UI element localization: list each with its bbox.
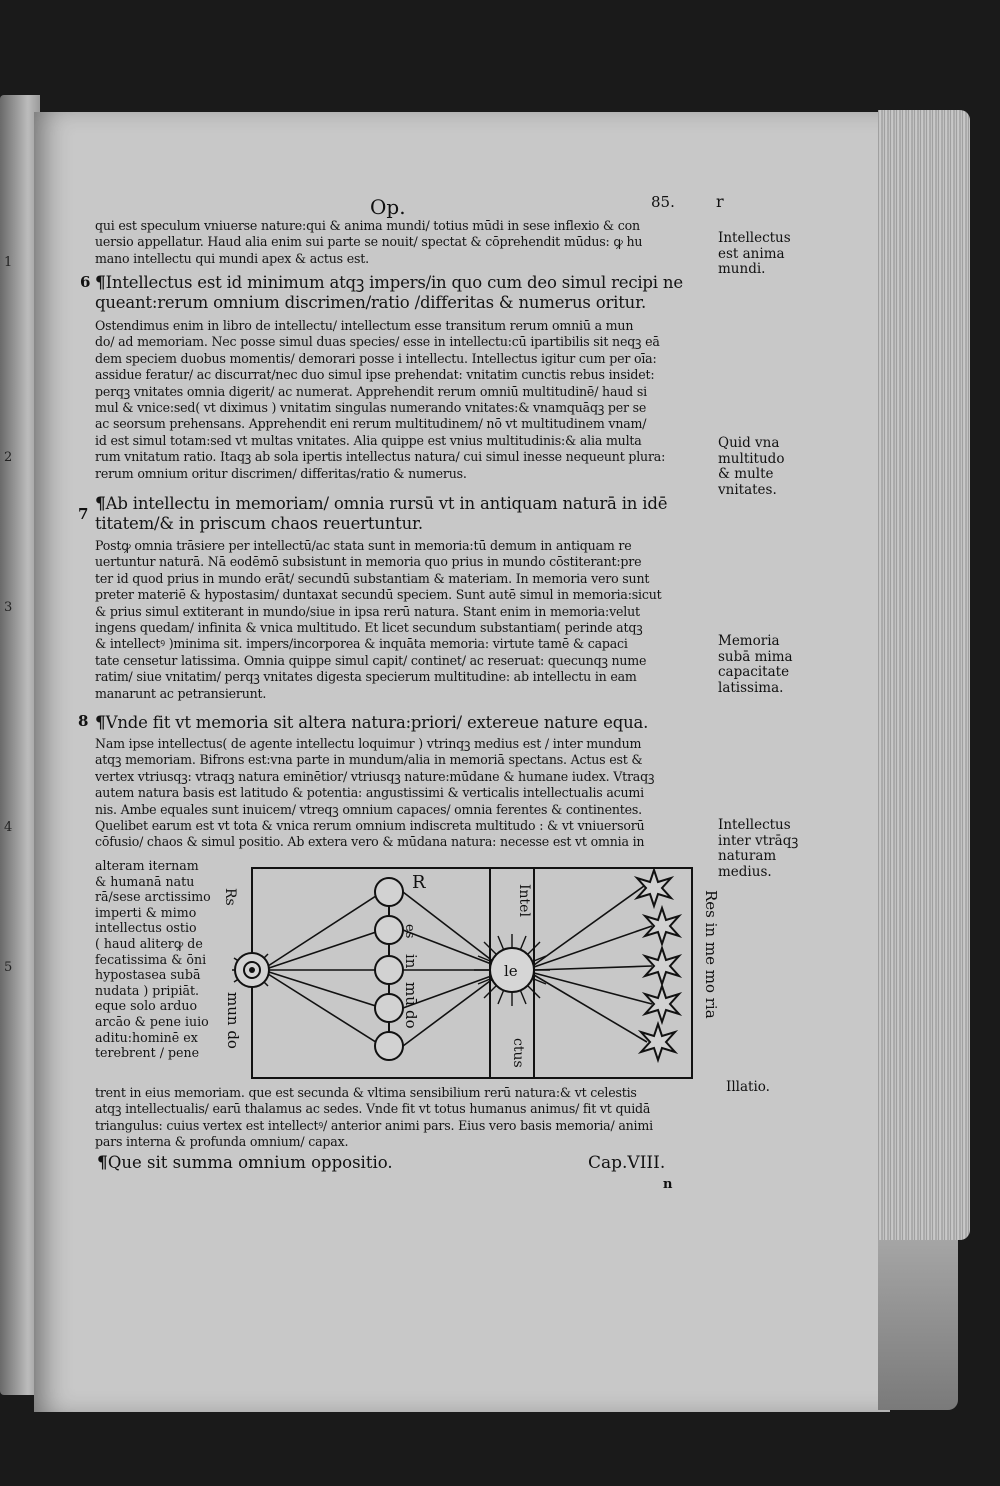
figure-label: es	[402, 924, 417, 939]
section-number: 7	[78, 505, 89, 523]
intro-paragraph	[95, 218, 710, 267]
gloss-line: multitudo	[718, 450, 785, 467]
text-line: mul & vnice:sed( vt diximus ) vnitatim singulas numerando vnitates:& vnamquāqꝫ per se	[95, 399, 647, 415]
text-line: tate censetur latissima. Omnia quippe simul capit/ continet/ ac reseruat: quecunqꝫ nume	[95, 652, 647, 668]
heading-line: Intellectus est id minimum atqꝫ impers/in quo cum deo simul recipi ne	[105, 273, 683, 292]
folio-number: 85.	[651, 193, 675, 211]
text-line: id est simul totam:sed vt multas vnitates. Alia quippe est vnius multitudinis:& alia multa	[95, 432, 642, 448]
text-line: nudata ) pripiāt.	[95, 982, 200, 998]
rays-world-to-things	[268, 892, 382, 1046]
left-margin-number: 4	[4, 820, 13, 835]
text-line: pars interna & profunda omnium/ capax.	[95, 1134, 349, 1150]
marginal-gloss	[718, 436, 784, 498]
section-7-heading	[95, 494, 710, 534]
figure-label: do	[402, 1010, 420, 1029]
gloss-line: inter vtrāqꝫ	[718, 832, 799, 849]
figure-label: Intel	[516, 884, 532, 917]
gloss-line: vnitates.	[718, 481, 777, 498]
section-8-heading	[95, 713, 710, 733]
text-line: Nam ipse intellectus( de agente intellectu loquimur ) vtrinqꝫ medius est / inter mundum	[95, 736, 642, 751]
text-line: terebrent / pene	[95, 1045, 200, 1061]
text-line: triangulus: cuius vertex est intellectꝰ/ anterior animi pars. Eius vero basis memoria/ animi	[95, 1117, 653, 1133]
corner-mark: r	[716, 192, 724, 211]
text-line: vertex vtriusqꝫ: vtraqꝫ natura eminētior/ vtriusqꝫ nature:mūdane & humane iudex. Vtraqꝫ	[95, 768, 655, 784]
heading-line: Vnde fit vt memoria sit altera natura:priori/ extereue nature equa.	[105, 713, 649, 732]
section-7-body	[95, 538, 710, 702]
pilcrow-icon: ¶	[97, 1153, 108, 1173]
text-line: dem speciem duobus momentis/ demorari posse i intellectu. Intellectus igitur cum per oīa:	[95, 350, 657, 366]
gloss-line: est anima	[718, 245, 785, 262]
text-line: ac seorsum prehensans. Apprehendit eni rerum multitudinem/ nō vt multitudinem vnam/	[95, 416, 647, 432]
text-line: manarunt ac petransierunt.	[95, 685, 267, 701]
left-margin-number: 3	[4, 600, 13, 615]
marginal-gloss	[718, 231, 791, 278]
rays-intellect-to-memory	[534, 886, 652, 1042]
text-line: trent in eius memoriam. que est secunda & vltima sensibilium rerū natura:& vt celestis	[95, 1085, 637, 1100]
gloss-line: medius.	[718, 863, 772, 880]
gloss-line: latissima.	[718, 679, 784, 696]
gloss-line: capacitate	[718, 664, 790, 680]
chapter-number: Cap.VIII.	[588, 1153, 666, 1173]
gloss-line: & multe	[718, 466, 774, 482]
gloss-line: Memoria	[718, 633, 780, 649]
section-6-body	[95, 318, 710, 482]
section-8-body	[95, 736, 710, 851]
text-line: atqꝫ intellectualis/ earū thalamus ac sedes. Vnde fit vt totus humanus animus/ fit vt quidā	[95, 1101, 651, 1117]
section-8-conclusion	[95, 1085, 710, 1151]
pilcrow-icon: ¶	[95, 494, 106, 514]
text-line: fecatissima & ōni	[95, 951, 207, 967]
section-6-heading	[95, 273, 710, 313]
text-line: rum vnitatum ratio. Itaqꝫ ab sola ipertis intellectus natura/ cui simul inesse nequeunt plura:	[95, 449, 666, 465]
text-line: arcāo & pene iuio	[95, 1013, 209, 1029]
text-line: mano intellectu qui mundi apex & actus est.	[95, 250, 369, 266]
pilcrow-icon: ¶	[95, 273, 106, 293]
text-line: hypostasea subā	[95, 967, 201, 983]
left-margin-number: 5	[4, 960, 13, 975]
text-line: Postꝙ omnia trāsiere per intellectū/ac stata sunt in memoria:tū demum in antiquam re	[95, 538, 632, 553]
memory-stars	[637, 870, 679, 1060]
figure-label: mū	[402, 982, 420, 1006]
gloss-line: Quid vna	[718, 435, 780, 451]
text-line: rerum omnium oritur discrimen/ differitas/ratio & numerus.	[95, 465, 467, 481]
marginal-gloss	[726, 1080, 770, 1096]
text-line: intellectus ostio	[95, 920, 197, 936]
running-title: Op.	[370, 195, 406, 219]
text-line: do/ ad memoriam. Nec posse simul duas species/ esse in intellectu:cū ipartibilis sit neqꝫ eā	[95, 334, 660, 350]
figure-label: mun do	[224, 992, 242, 1049]
figure-label: Rs	[222, 888, 238, 906]
text-line: ratim/ siue vnitatim/ perqꝫ vnitates digesta specierum multitudine: ab intellectu in eam	[95, 669, 637, 685]
gloss-line: mundi.	[718, 261, 766, 277]
figure-label: le	[504, 962, 518, 980]
text-line: ter id quod prius in mundo erāt/ secundū substantiam & materiam. In memoria vero sunt	[95, 570, 650, 586]
text-line: preter materiē & hypostasim/ duntaxat secundū speciem. Sunt autē simul in memoria:sicut	[95, 587, 662, 603]
figure-label: Res in me mo ria	[702, 890, 720, 1019]
text-line: nis. Ambe equales sunt inuicem/ vtreqꝫ omnium capaces/ omnia ferentes & continentes.	[95, 801, 642, 817]
left-margin-number: 1	[4, 255, 13, 270]
text-line: ingens quedam/ infinita & vnica multitudo. Et licet secundum substantiam( perinde atqꝫ	[95, 619, 643, 635]
heading-line: Ab intellectu in memoriam/ omnia rursū vt in antiquam naturā in idē	[105, 494, 668, 513]
text-line: alteram iternam	[95, 858, 199, 873]
gloss-line: Illatio.	[726, 1079, 770, 1095]
figure-label: in	[402, 954, 420, 969]
gloss-line: Intellectus	[718, 817, 791, 833]
text-line: imperti & mimo	[95, 904, 197, 920]
figure-label: ctus	[510, 1038, 526, 1068]
text-line: perqꝫ vnitates omnia digerit/ ac numerat. Apprehendit rerum omniū multitudinē/ haud si	[95, 383, 647, 399]
caption-text: Que sit summa omnium oppositio.	[107, 1153, 393, 1172]
gloss-line: Intellectus	[718, 230, 791, 246]
section-number: 8	[78, 712, 89, 730]
gloss-line: subā mima	[718, 648, 793, 665]
text-line: atqꝫ memoriam. Bifrons est:vna parte in mundum/alia in memoriā spectans. Actus est &	[95, 752, 643, 768]
text-line: & prius simul extiterant in mundo/siue in ipsa rerū natura. Stant enim in memoria:velut	[95, 603, 640, 619]
text-line: uertuntur naturā. Nā eodēmō subsistunt in memoria quo prius in mundo cōstiterant:pre	[95, 554, 642, 570]
text-line: & intellectꝰ )minima sit. impers/incorporea & inquāta memoria: virtute tamē & capaci	[95, 636, 628, 652]
heading-line: queant:rerum omnium discrimen/ratio /differitas & numerus oritur.	[95, 293, 647, 312]
text-line: aditu:hominē ex	[95, 1029, 198, 1045]
marginal-gloss	[718, 634, 793, 696]
figure-label: R	[412, 872, 426, 893]
text-line: qui est speculum vniuerse nature:qui & anima mundi/ totius mūdi in sese inflexio & con	[95, 218, 640, 233]
text-line: cōfusio/ chaos & simul positio. Ab extera vero & mūdana natura: necesse est vt omnia in	[95, 834, 645, 850]
page-block-edges	[878, 110, 970, 1240]
text-line: eque solo arduo	[95, 998, 198, 1014]
gloss-line: naturam	[718, 848, 777, 864]
text-line: assidue feratur/ ac discurrat/nec duo simul ipse prehendat: vnitatim cunctis rebus insidet:	[95, 367, 655, 383]
text-line: rā/sese arctissimo	[95, 889, 211, 905]
marginal-gloss	[718, 818, 798, 880]
pilcrow-icon: ¶	[95, 713, 106, 733]
section-number: 6	[80, 273, 91, 291]
things-in-world-circles	[375, 878, 403, 1060]
woodcut-diagram	[222, 862, 727, 1084]
text-line: Quelibet earum est vt tota & vnica rerum omnium indiscreta multitudo : & vt vniuersorū	[95, 817, 645, 833]
text-line: uersio appellatur. Haud alia enim sui parte se nouit/ spectat & cōprehendit mūdus: ꝙ hu	[95, 234, 643, 250]
text-line: autem natura basis est latitudo & potentia: angustissimi & verticalis intellectualis acumi	[95, 785, 644, 801]
text-line: & humanā natu	[95, 873, 195, 889]
text-line: ( haud aliterꝙ de	[95, 935, 203, 951]
world-sun-icon	[232, 948, 269, 992]
signature-mark: n	[663, 1177, 673, 1192]
left-margin-number: 2	[4, 450, 13, 465]
figure-side-text	[95, 858, 230, 1061]
page-block-bottom	[878, 1240, 958, 1410]
next-chapter-title	[97, 1153, 393, 1173]
text-line: Ostendimus enim in libro de intellectu/ intellectum esse transitum rerum omniū a mun	[95, 318, 634, 333]
heading-line: titatem/& in priscum chaos reuertuntur.	[95, 514, 423, 533]
